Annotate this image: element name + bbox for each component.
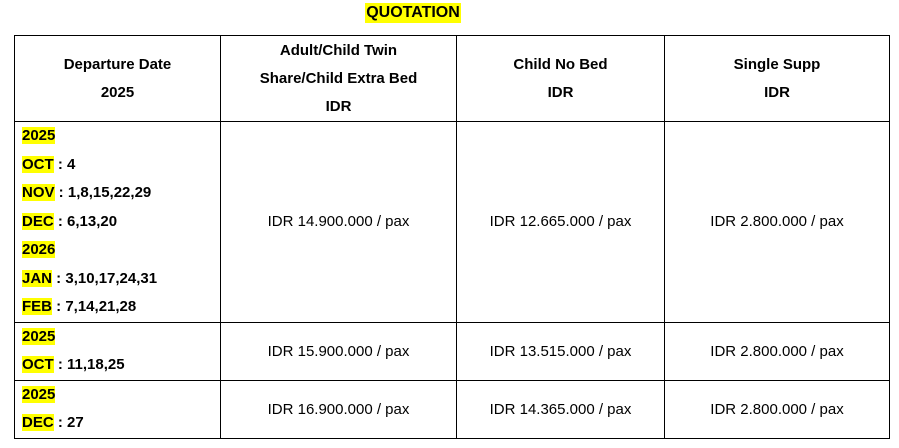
adult-price-cell: IDR 14.900.000 / pax bbox=[221, 122, 457, 323]
header-departure-year: 2025 bbox=[100, 83, 135, 101]
month-label: JAN bbox=[22, 269, 53, 287]
month-label: NOV bbox=[22, 184, 55, 201]
month-days: : 4 bbox=[53, 155, 76, 173]
single-supp-price-cell: IDR 2.800.000 / pax bbox=[665, 322, 890, 380]
date-line bbox=[22, 236, 220, 265]
month-days: : 7,14,21,28 bbox=[52, 298, 137, 315]
single-supp-price-cell: IDR 2.800.000 / pax bbox=[665, 380, 890, 438]
quotation-table bbox=[14, 35, 890, 439]
month-label: DEC bbox=[22, 414, 54, 431]
table-row bbox=[15, 380, 890, 438]
year-label: 2025 bbox=[22, 327, 56, 345]
table-row bbox=[15, 122, 890, 323]
year-label: 2025 bbox=[22, 127, 56, 144]
date-line bbox=[22, 208, 220, 237]
month-days: : 6,13,20 bbox=[53, 212, 118, 230]
child-no-bed-price-cell: IDR 14.365.000 / pax bbox=[457, 380, 665, 438]
title-wrap bbox=[0, 3, 826, 23]
date-line bbox=[22, 179, 220, 208]
date-line bbox=[22, 122, 220, 151]
date-line bbox=[22, 381, 220, 410]
month-label: FEB bbox=[22, 298, 52, 315]
child-no-bed-price-cell: IDR 13.515.000 / pax bbox=[457, 322, 665, 380]
header-single-supp-currency: IDR bbox=[764, 83, 790, 101]
year-label: 2025 bbox=[22, 385, 56, 403]
date-line bbox=[22, 409, 220, 438]
month-days: : 3,10,17,24,31 bbox=[52, 269, 158, 287]
date-line bbox=[22, 265, 220, 294]
header-single-supp-label: Single Supp bbox=[733, 55, 821, 73]
header-adult-twin bbox=[221, 36, 457, 122]
header-adult-line1: Adult/Child Twin bbox=[279, 41, 398, 59]
header-single-supp bbox=[665, 36, 890, 122]
departure-dates-cell bbox=[15, 380, 221, 438]
date-line bbox=[22, 323, 220, 352]
month-days: : 1,8,15,22,29 bbox=[54, 184, 152, 201]
header-child-no-bed-label: Child No Bed bbox=[513, 55, 608, 73]
header-adult-line2: Share/Child Extra Bed bbox=[259, 69, 418, 87]
header-child-no-bed bbox=[457, 36, 665, 122]
date-line bbox=[22, 151, 220, 180]
header-row bbox=[15, 36, 890, 122]
header-departure-label: Departure Date bbox=[63, 55, 172, 73]
month-days: : 11,18,25 bbox=[53, 356, 125, 373]
departure-dates-cell bbox=[15, 122, 221, 323]
quotation-title: QUOTATION bbox=[366, 4, 460, 21]
header-adult-currency: IDR bbox=[325, 97, 352, 115]
child-no-bed-price-cell: IDR 12.665.000 / pax bbox=[457, 122, 665, 323]
table-row bbox=[15, 322, 890, 380]
year-label: 2026 bbox=[22, 241, 56, 258]
adult-price-cell: IDR 15.900.000 / pax bbox=[221, 322, 457, 380]
header-departure-date bbox=[15, 36, 221, 122]
date-line bbox=[22, 293, 220, 322]
departure-dates-cell bbox=[15, 322, 221, 380]
adult-price-cell: IDR 16.900.000 / pax bbox=[221, 380, 457, 438]
month-label: OCT bbox=[22, 155, 54, 173]
header-child-no-bed-currency: IDR bbox=[547, 83, 574, 101]
month-label: DEC bbox=[22, 212, 54, 230]
month-label: OCT bbox=[22, 356, 54, 373]
single-supp-price-cell: IDR 2.800.000 / pax bbox=[665, 122, 890, 323]
month-days: : 27 bbox=[53, 414, 84, 431]
date-line bbox=[22, 351, 220, 380]
